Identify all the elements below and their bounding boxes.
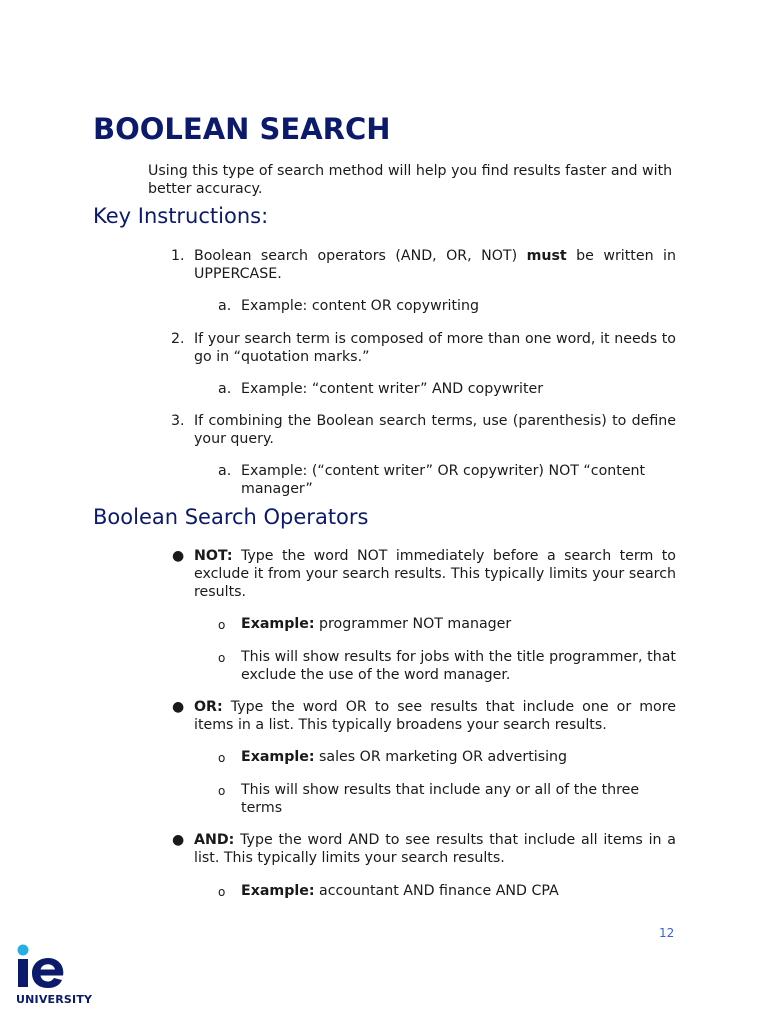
logo-dot-icon <box>18 945 29 956</box>
instruction-example: Example: (“content writer” OR copywriter) NOT “content manager” <box>241 463 646 497</box>
circle-bullet-icon: o <box>218 885 226 899</box>
instruction-example: Example: content OR copywriting <box>241 298 479 314</box>
operator-item-and: AND: Type the word AND to see results that include all items in a list. This typically limits your search results. <box>194 832 676 866</box>
operator-example: Example: sales OR marketing OR advertising <box>241 749 568 765</box>
instruction-example: Example: “content writer” AND copywriter <box>241 381 544 397</box>
logo-wordmark: UNIVERSITY <box>16 993 93 1006</box>
intro-paragraph: Using this type of search method will help you find results faster and with better accuracy. <box>148 163 673 197</box>
operator-item-not: NOT: Type the word NOT immediately before a search term to exclude it from your search results. This typically limits your search results. <box>194 548 676 600</box>
bullet-icon: ● <box>172 548 185 564</box>
list-number: 3. <box>171 413 185 429</box>
bullet-icon: ● <box>172 699 185 715</box>
page-number: 12 <box>659 926 675 940</box>
bullet-icon: ● <box>172 832 185 848</box>
circle-bullet-icon: o <box>218 618 226 632</box>
sub-list-marker: a. <box>218 298 232 314</box>
instruction-item: If your search term is composed of more than one word, it needs to go in “quotation marks.” <box>194 331 676 365</box>
operator-example: Example: programmer NOT manager <box>241 616 512 632</box>
sub-list-marker: a. <box>218 381 232 397</box>
key-instructions-heading: Key Instructions: <box>93 204 269 228</box>
circle-bullet-icon: o <box>218 751 226 765</box>
circle-bullet-icon: o <box>218 651 226 665</box>
operator-note: This will show results for jobs with the title programmer, that exclude the use of the word manager. <box>241 649 676 683</box>
operator-note: This will show results that include any or all of the three terms <box>241 782 640 816</box>
sub-list-marker: a. <box>218 463 232 479</box>
instruction-item: If combining the Boolean search terms, use (parenthesis) to define your query. <box>194 413 676 447</box>
operator-item-or: OR: Type the word OR to see results that include one or more items in a list. This typically broadens your search results. <box>194 699 676 733</box>
operators-heading: Boolean Search Operators <box>93 505 369 529</box>
circle-bullet-icon: o <box>218 784 226 798</box>
instruction-item: Boolean search operators (AND, OR, NOT) must be written in UPPERCASE. <box>194 248 676 282</box>
list-number: 1. <box>171 248 185 264</box>
list-number: 2. <box>171 331 185 347</box>
page-title: BOOLEAN SEARCH <box>93 112 391 146</box>
operator-example: Example: accountant AND finance AND CPA <box>241 883 559 899</box>
